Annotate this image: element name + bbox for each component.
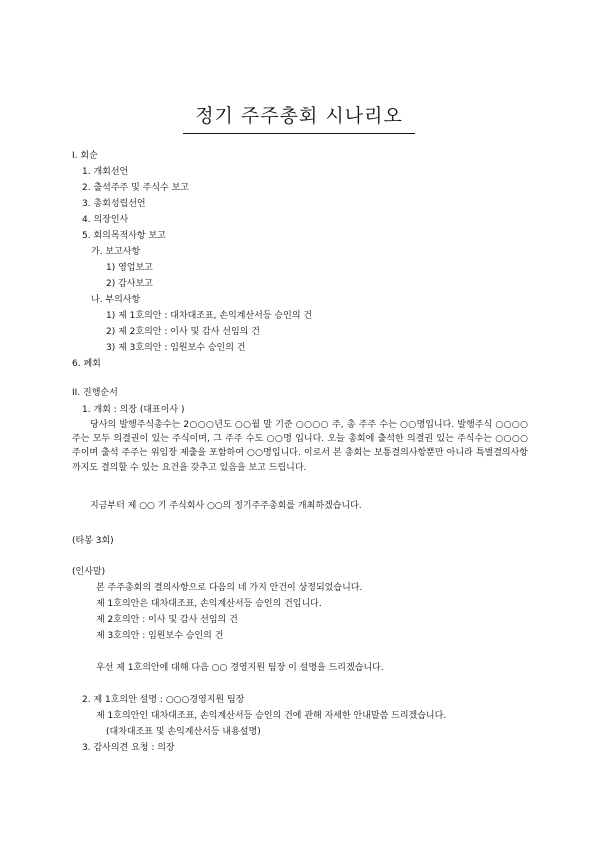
- greeting-line: 제 1호의안은 대차대조표, 손익계산서등 승인의 건입니다.: [96, 599, 322, 609]
- opening-statement: 당사의 발행주식총수는 2○○○년도 ○○월 말 기준 ○○○○ 주, 총 주주 수는 ○○명입니다. 발행주식 ○○○○ 주는 모두 의결권이 있는 주식이며, 그 주주 수도 ○○명 입니다. 오늘 총회에 출석한 의결권 있는 주식수는 ○○○○ 주이며 출석 주주는 위임장 제출을 포함하여 ○○명입니다. 이로서 본 총회는 보통결의사항뿐만 아니라 특별결의사항까지도 결의할 수 있는 요건을 갖추고 있음을 보고 드립니다.: [72, 420, 528, 473]
- greeting-line: 제 3호의안 : 임원보수 승인의 건: [96, 631, 224, 641]
- explanation-line: 제 1호의안인 대차대조표, 손익계산서등 승인의 건에 관해 자세한 안내말씀 드리겠습니다.: [96, 711, 447, 721]
- resolution-item: 1) 제 1호의안 : 대차대조표, 손익계산서등 승인의 건: [106, 311, 313, 321]
- agenda-item: 1. 개회선언: [82, 167, 129, 177]
- document-title: 정기 주주총회 시나리오: [183, 101, 415, 134]
- agenda-item: 2. 출석주주 및 주식수 보고: [82, 183, 189, 193]
- agenda-item: 4. 의장인사: [82, 215, 129, 225]
- gavel-note: (타봉 3회): [72, 536, 114, 546]
- closing-item: 6. 폐회: [72, 359, 101, 369]
- opening-declaration: 지금부터 제 ○○ 기 주식회사 ○○의 정기주주총회를 개최하겠습니다.: [90, 501, 362, 511]
- resolution-item: 2) 제 2호의안 : 이사 및 감사 선임의 건: [106, 327, 260, 337]
- resolution-item: 3) 제 3호의안 : 임원보수 승인의 건: [106, 343, 246, 353]
- section1-heading: I. 회순: [72, 151, 98, 161]
- procedure-item-explanation: 2. 제 1호의안 설명 : ○○○경영지원 팀장: [82, 695, 245, 705]
- agenda-item: 3. 총회성립선언: [82, 199, 146, 209]
- intro-line: 우선 제 1호의안에 대해 다음 ○○ 경영지원 팀장 이 설명을 드리겠습니다.: [96, 663, 384, 673]
- greeting-line: 본 주주총회의 결의사항으로 다음의 네 가지 안건이 상정되었습니다.: [96, 583, 363, 593]
- explanation-line: (대차대조표 및 손익계산서등 내용설명): [106, 727, 261, 737]
- procedure-item-opening: 1. 개회 : 의장 (대표이사 ): [82, 405, 185, 415]
- report-matters-heading: 가. 보고사항: [91, 247, 141, 257]
- greeting-line: 제 2호의안 : 이사 및 감사 선임의 건: [96, 615, 238, 625]
- agenda-item: 5. 회의목적사항 보고: [82, 231, 166, 241]
- greeting-label: (인사말): [72, 567, 106, 577]
- report-item: 1) 영업보고: [106, 263, 153, 273]
- procedure-item-audit: 3. 감사의견 요청 : 의장: [82, 743, 175, 753]
- resolution-matters-heading: 나. 부의사항: [91, 295, 141, 305]
- section2-heading: II. 진행순서: [72, 388, 118, 398]
- report-item: 2) 감사보고: [106, 279, 153, 289]
